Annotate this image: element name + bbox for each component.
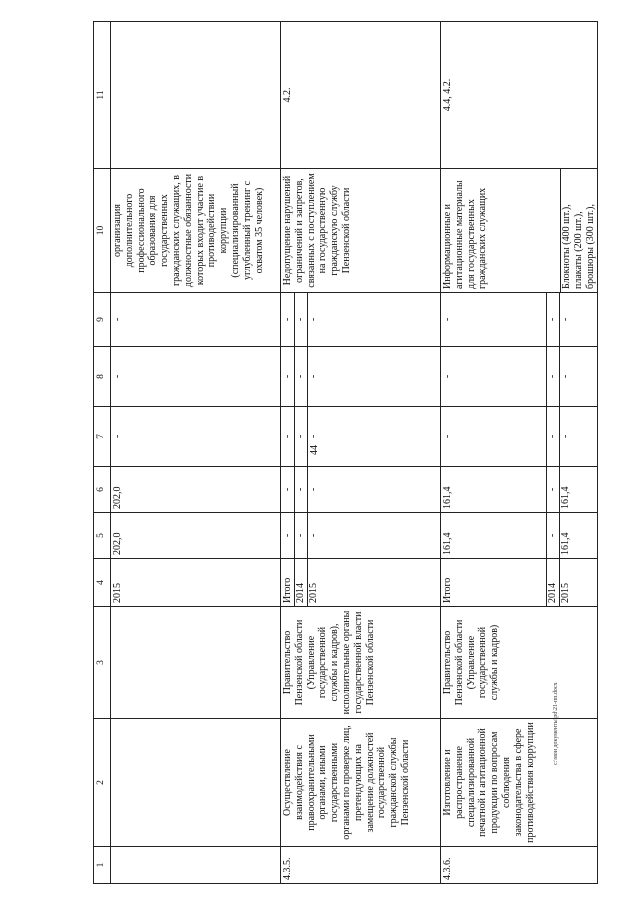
col-header: 3 <box>94 607 111 719</box>
value: - <box>294 467 307 512</box>
value: - <box>294 347 307 406</box>
value: 161,4 <box>442 486 453 509</box>
value: - <box>294 513 307 558</box>
indicator-cell: 4.2. <box>281 22 441 169</box>
sum-cell <box>281 407 441 467</box>
value: - <box>282 487 293 492</box>
landscape-table-frame <box>93 22 596 884</box>
year-label: 2015 <box>307 559 320 606</box>
value: 161,4 <box>442 532 453 555</box>
measures-table <box>93 21 598 884</box>
result-cell: Недопущение нарушений ограничений и запретов, связанных с поступлением на государственную гражданскую службу Пензенской области <box>281 169 441 293</box>
year-label: Итого <box>282 577 293 603</box>
sum-cell <box>281 513 441 559</box>
result-text: Информационные и агитационные материалы для государственных гражданских служащих <box>442 180 489 289</box>
sum-cell <box>441 347 598 407</box>
result-text: Блокноты (400 шт.), плакаты (200 шт.), брошюры (300 шт.), <box>560 169 596 292</box>
row-number: 4.3.6. <box>441 847 598 884</box>
value: 161,4 <box>559 467 572 512</box>
col-header: 1 <box>94 847 111 884</box>
value: - <box>307 347 320 406</box>
measure-name: Осуществление взаимодействия с правоохранительными органами, иными государственными органами по проверке лиц, претендующих на замещение должностей государственной гражданской службы Пензенской области <box>281 719 441 847</box>
value: - <box>282 434 293 439</box>
header-row <box>94 22 111 884</box>
sum-cell <box>281 467 441 513</box>
value: - <box>559 293 572 346</box>
value: - <box>546 513 559 558</box>
col-header: 9 <box>94 293 111 347</box>
sum-cell <box>441 293 598 347</box>
row-number: 4.3.5. <box>281 847 441 884</box>
result-cell <box>441 169 598 293</box>
year-cell: 2015 <box>111 559 281 607</box>
year-cell <box>441 559 598 607</box>
col-header: 2 <box>94 719 111 847</box>
value: - <box>282 317 293 322</box>
value: - <box>546 347 559 406</box>
value: - <box>282 533 293 538</box>
value: - <box>442 317 453 322</box>
value: - <box>442 434 453 439</box>
sum-cell: - <box>111 407 281 467</box>
sum-cell: 202,0 <box>111 467 281 513</box>
sum-cell <box>281 347 441 407</box>
col-header: 8 <box>94 347 111 407</box>
year-cell <box>281 559 441 607</box>
value: 161,4 <box>559 513 572 558</box>
value: - <box>294 407 307 466</box>
col-header: 4 <box>94 559 111 607</box>
file-path-footer: c:\мои документы\pd\21-пп.docx <box>553 682 559 765</box>
value: - <box>559 347 572 406</box>
sum-cell: - <box>111 347 281 407</box>
value: - <box>294 293 307 346</box>
year-label: Итого <box>442 577 453 603</box>
page-number: 44 <box>309 445 320 455</box>
indicator-cell: 4.4, 4.2. <box>441 22 598 169</box>
col-header: 11 <box>94 22 111 169</box>
sum-cell <box>441 407 598 467</box>
table-row-continuation <box>111 22 281 884</box>
sum-cell: 202,0 <box>111 513 281 559</box>
col-header: 5 <box>94 513 111 559</box>
col-header: 7 <box>94 407 111 467</box>
value: - <box>307 293 320 346</box>
table-row-4-3-5 <box>281 22 441 884</box>
executor: Правительство Пензенской области (Управление государственной службы и кадров) <box>441 607 598 719</box>
year-label: 2015 <box>559 559 572 606</box>
value: - <box>282 374 293 379</box>
value: - <box>307 407 320 466</box>
value: - <box>307 467 320 512</box>
sum-cell <box>281 293 441 347</box>
sum-cell: - <box>111 293 281 347</box>
value: - <box>546 467 559 512</box>
year-label: 2014 <box>294 559 307 606</box>
indicator-cell <box>111 22 281 169</box>
sum-cell <box>441 513 598 559</box>
col-header: 10 <box>94 169 111 293</box>
result-cell: организация дополнительного профессионального образования для государственных гражданских служащих, в должностные обязанности которых входит участие в противодействии коррупции (специализированный углубленный тренинг с охватом 35 человек) <box>111 169 281 293</box>
value: - <box>546 407 559 466</box>
col-header: 6 <box>94 467 111 513</box>
value: - <box>546 293 559 346</box>
year-label: 2014 <box>546 559 559 606</box>
value: - <box>307 513 320 558</box>
value: - <box>442 374 453 379</box>
measure-name: Изготовление и распространение специализированной печатной и агитационной продукции по вопросам соблюдения законодательства в сфере противодействия коррупции <box>441 719 598 847</box>
table-row-4-3-6 <box>441 22 598 884</box>
sum-cell <box>441 467 598 513</box>
value: - <box>559 407 572 466</box>
executor: Правительство Пензенской области (Управление государственной службы и кадров), исполнительные органы государственной власти Пензенской области <box>281 607 441 719</box>
